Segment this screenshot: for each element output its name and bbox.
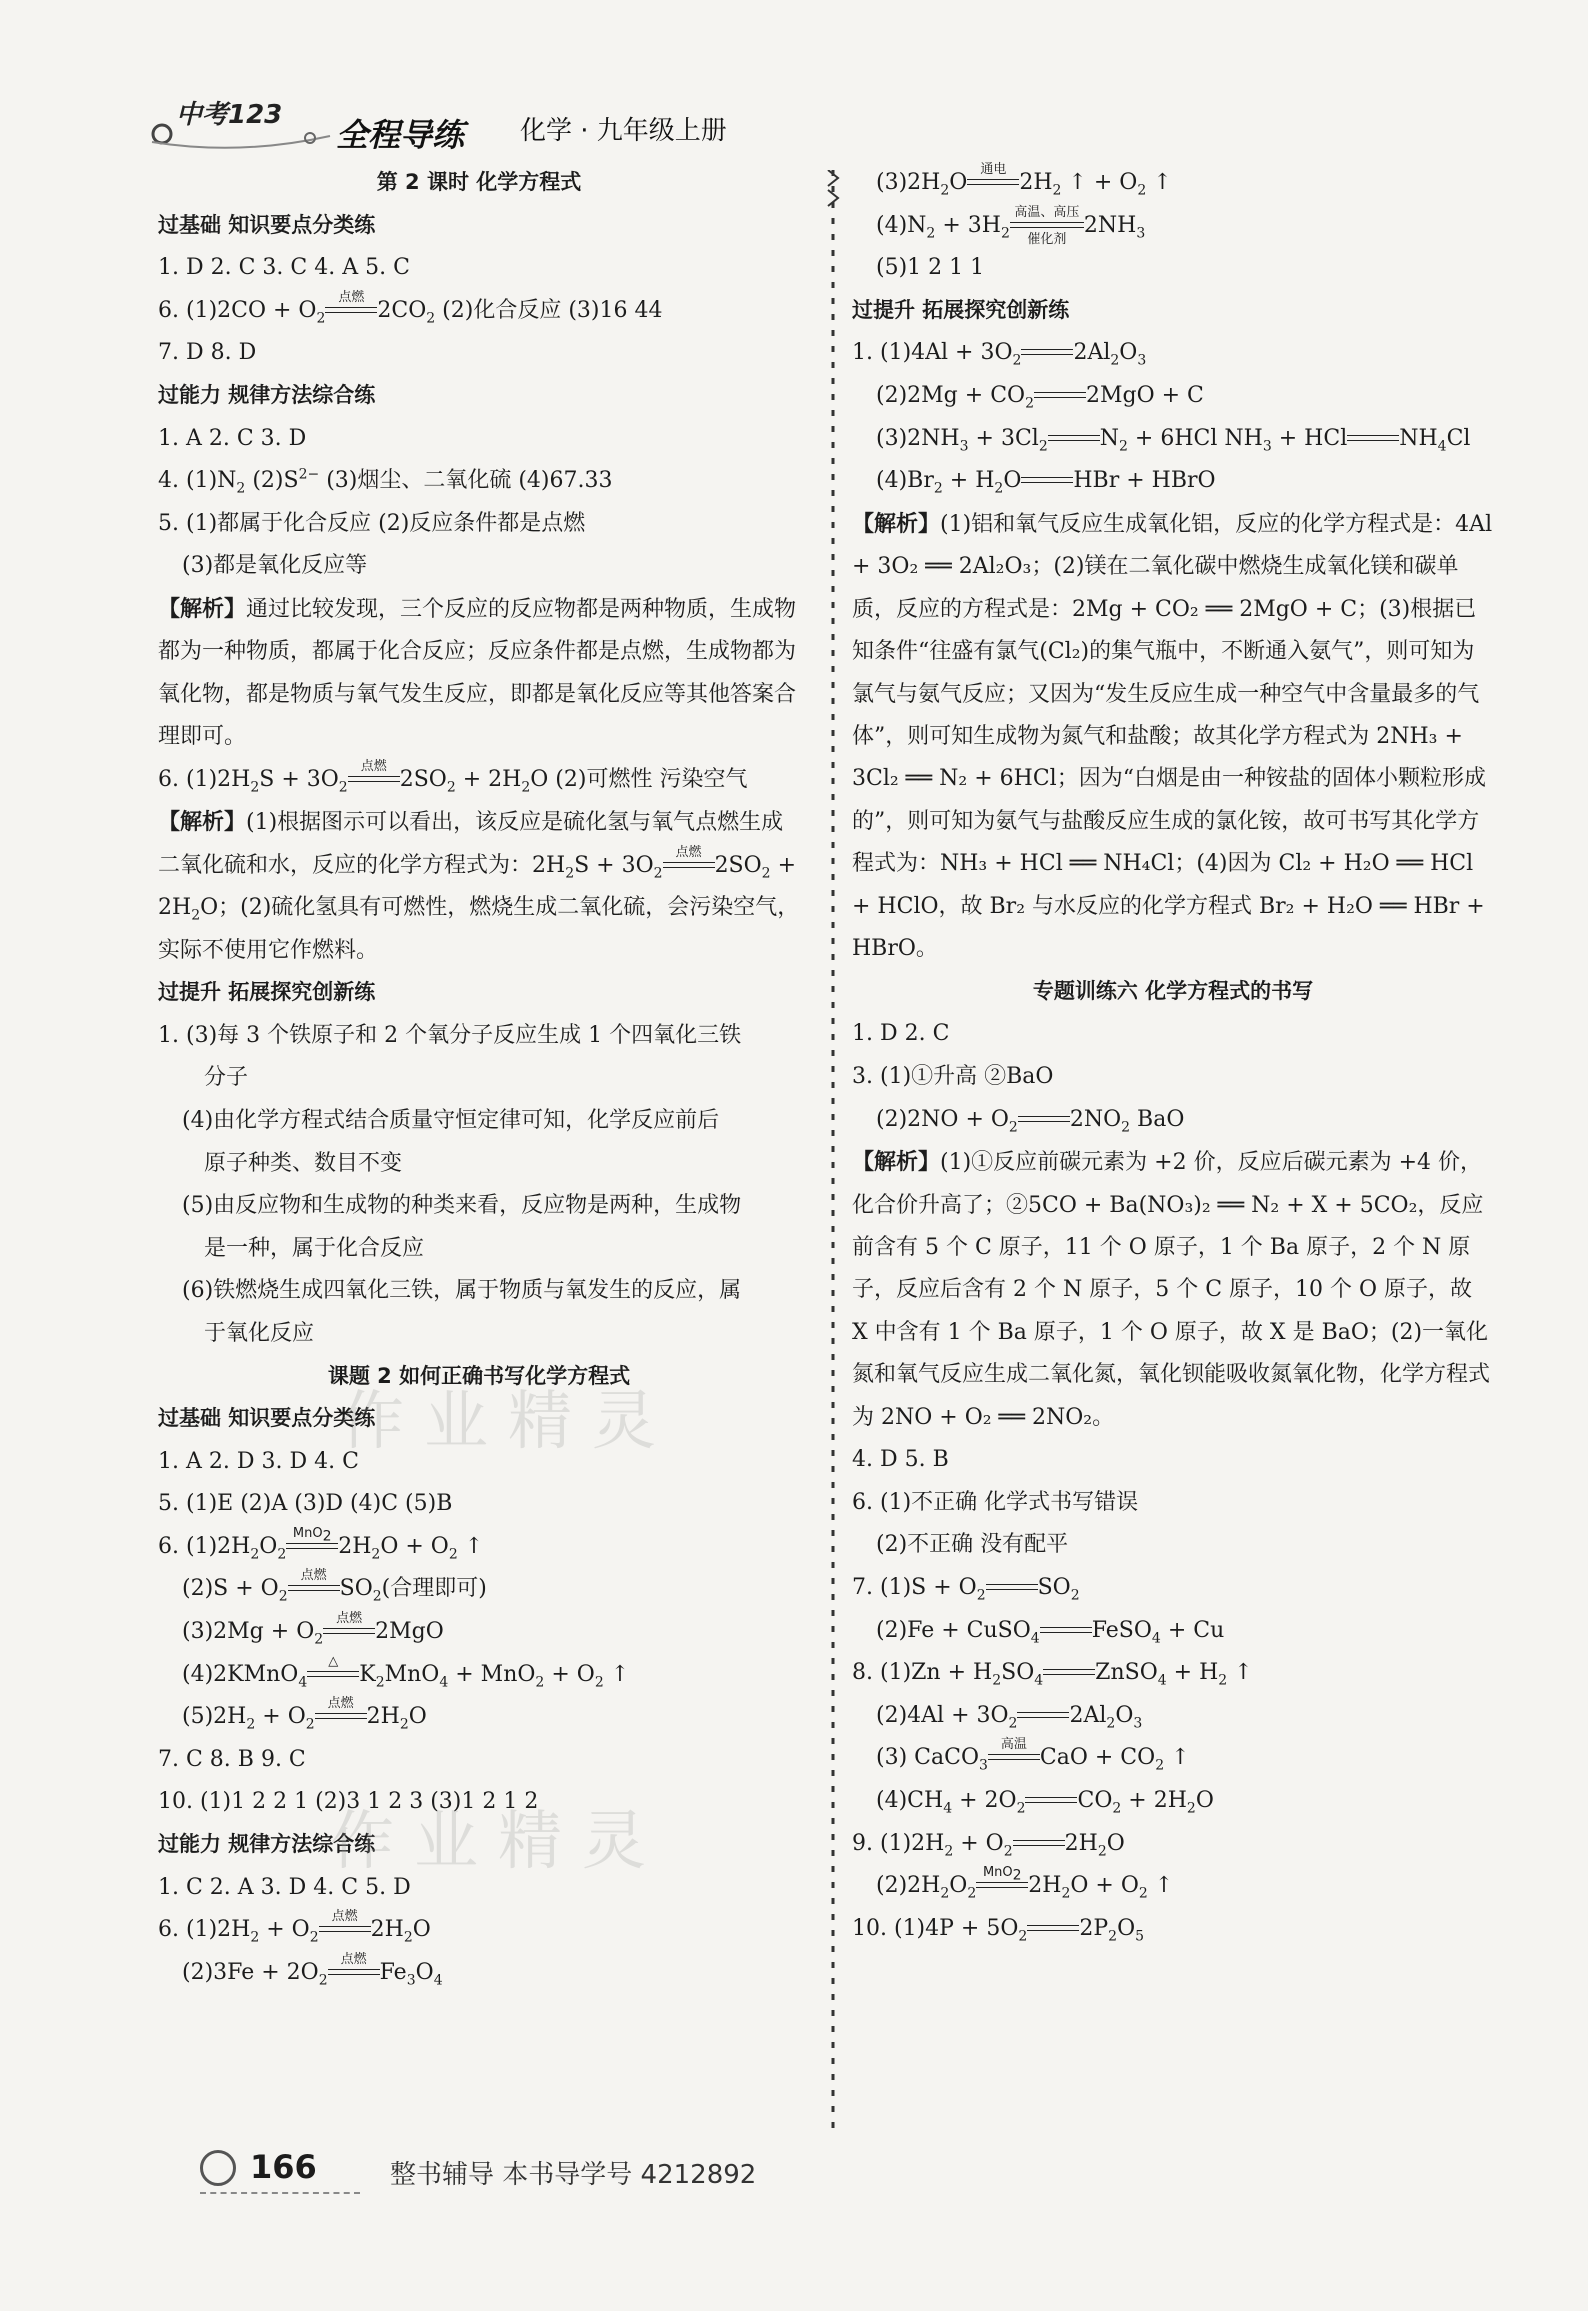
explanation: 【解析】(1)铝和氧气反应生成氧化铝，反应的化学方程式是：4Al + 3O₂ ══ 2Al₂O₃；(2)镁在二氧化碳中燃烧生成氧化镁和碳单质，反应的方程式是：2Mg + CO₂ ══ 2MgO + C；(3)根据已知条件“往盛有氯气(Cl₂)的集气瓶中，不断通入氨气”，则可知为氯气与氨气反应；又因为“发生反应生成一种空气中含量最多的气体”，则可知生成物为氮气和盐酸；故其化学方程式为 2NH₃ + 3Cl₂ ══ N₂ + 6HCl；因为“白烟是由一种铵盐的固体小颗粒形成的”，则可知为氨气与盐酸反应生成的氯化铵，故可书写其化学方程式为：NH₃ + HCl ══ NH₄Cl；(4)因为 Cl₂ + H₂O ══ HCl + HClO，故 Br₂ 与水反应的化学方程式 Br₂ + H₂O ══ HBr + HBrO。 [852, 510, 1493, 962]
answer-line: 1. D 2. C 3. C 4. A 5. C [158, 255, 410, 281]
answer-line: 6. (1)不正确 化学式书写错误 [852, 1489, 1139, 1515]
equation-line: 8. $(1)Zn + H_2SO_4$ ZnSO$_4$ + $H_2$ ↑ [852, 1660, 1253, 1689]
answer-line: 分子 [204, 1065, 249, 1091]
lesson-title: 专题训练六 化学方程式的书写 [1032, 978, 1314, 1003]
equation-line: (2)Fe + CuSO$_4$ FeSO$_4$ + Cu [876, 1617, 1225, 1647]
answer-line: 10. (1)1 2 2 1 (2)3 1 2 3 (3)1 2 1 2 [158, 1789, 539, 1815]
page-header [150, 92, 790, 156]
equation-line: 1. $(1)4Al + 3O_2$ $2Al_2O_3$ [852, 340, 1147, 369]
series-title: 全程导练 [336, 116, 465, 154]
answer-line: 7. D 8. D [158, 340, 257, 366]
equation-line: 6. $(1)2H_2 + O_2$ 点燃 $2H_2O$ [158, 1909, 431, 1946]
answer-line: 1. (3)每 3 个铁原子和 2 个氧分子反应生成 1 个四氧化三铁 [158, 1022, 742, 1048]
explanation: 【解析】(1)①反应前碳元素为 +2 价，反应后碳元素为 +4 价，化合价升高了；②5CO + Ba(NO₃)₂ ══ N₂ + X + 5CO₂，反应前含有 5 个 C 原子，11 个 O 原子，1 个 Ba 原子，2 个 N 原子，反应后含有 2 个 N 原子，5 个 C 原子，10 个 O 原子，故 X 中含有 1 个 Ba 原子，1 个 O 原子，故 X 是 BaO；(2)一氧化氮和氧气反应生成二氧化氮，氧化钡能吸收氮氧化物，化学方程式为 2NO + O₂ ══ 2NO₂。 [852, 1149, 1491, 1430]
answer-line: 4. D 5. B [852, 1447, 949, 1473]
answer-line: 1. A 2. C 3. D [158, 425, 307, 451]
answer-line: 1. A 2. D 3. D 4. C [158, 1448, 359, 1474]
column-divider [826, 170, 840, 2130]
equation-line: 10. $(1)4P + 5O_2$ $2P_2O_5$ [852, 1915, 1145, 1945]
equation-line: $(5)2H_2 + O_2$ 点燃 $2H_2O$ [182, 1696, 427, 1733]
section-heading: 过基础 知识要点分类练 [158, 1406, 376, 1431]
equation-line: 6. $(1)2H_2O_2$ MnO$_2$ $2H_2O + O_2$ ↑ [158, 1525, 484, 1563]
section-heading: 过能力 规律方法综合练 [158, 1832, 376, 1857]
section-heading: 过基础 知识要点分类练 [158, 212, 376, 237]
equation-line: $(3)2Mg + O_2$ 点燃 2MgO [182, 1611, 444, 1648]
explanation: 【解析】通过比较发现，三个反应的反应物都是两种物质，生成物都为一种物质，都属于化合反应；反应条件都是点燃，生成物都为氧化物，都是物质与氧气发生反应，即都是氧化反应等其他答案合理即可。 [158, 595, 797, 750]
equation-line: $(3)2H_2O$ 通电 $2H_2$ ↑ + $O_2$ ↑ [876, 162, 1172, 199]
equation-line: $(2)2NO + O_2$ $2NO_2$ BaO [876, 1106, 1185, 1135]
section-heading: 过提升 拓展探究创新练 [158, 980, 376, 1005]
lesson-title: 课题 2 如何正确书写化学方程式 [327, 1363, 631, 1388]
answer-line: 是一种，属于化合反应 [204, 1235, 425, 1261]
answer-line: 原子种类、数目不变 [204, 1150, 403, 1176]
answer-line: 7. C 8. B 9. C [158, 1746, 306, 1772]
equation-line: 7. $(1)S + O_2$ $SO_2$ [852, 1575, 1080, 1604]
lesson-title: 第 2 课时 化学方程式 [376, 170, 582, 194]
left-column [158, 162, 800, 1994]
answer-line: 5. (1)E (2)A (3)D (4)C (5)B [158, 1491, 453, 1517]
answer-line: (4)由化学方程式结合质量守恒定律可知，化学反应前后 [182, 1107, 720, 1133]
equation-line: $(3)2NH_3 + 3Cl_2$ $N_2 + 6HCl$ $NH_3$ + HCl $NH_4Cl$ [876, 425, 1471, 454]
answer-line: 4. $(1)N_2$ $(2)S^{2-}$ (3)烟尘、二氧化硫 (4)67.33 [158, 466, 613, 497]
answer-line: 5. (1)都属于化合反应 (2)反应条件都是点燃 [158, 510, 586, 536]
answer-line: (5)1 2 1 1 [876, 255, 985, 281]
answer-line: 6. $(1)2CO + O_2$ 点燃 $2CO_2$ (2)化合反应 (3)16 44 [158, 289, 663, 327]
equation-line: $(2)4Al + 3O_2$ $2Al_2O_3$ [876, 1702, 1143, 1732]
answer-line: (6)铁燃烧生成四氧化三铁，属于物质与氧发生的反应，属 [182, 1278, 742, 1304]
subject-title: 化学 · 九年级上册 [520, 116, 727, 146]
watermark: 作业精灵 [340, 1385, 676, 1459]
section-heading: 过提升 拓展探究创新练 [852, 297, 1070, 322]
answer-line: 6. $(1)2H_2S + 3O_2$ 点燃 $2SO_2 + 2H_2O$ (2)可燃性 污染空气 [158, 758, 748, 796]
page-number: 166 [250, 2148, 317, 2186]
right-column [852, 162, 1494, 1950]
equation-line: $(4)Br_2 + H_2O$ HBr + HBrO [876, 468, 1216, 497]
equation-line: $(4)CH_4 + 2O_2$ $CO_2 + 2H_2O$ [876, 1788, 1214, 1817]
watermark: 作业精灵 [330, 1805, 666, 1879]
answer-line: (3)都是氧化反应等 [182, 553, 368, 579]
page-footer [200, 2148, 900, 2198]
equation-line: (3) CaCO$_3$ 高温 CaO + $CO_2$ ↑ [876, 1737, 1190, 1774]
answer-line: (2)不正确 没有配平 [876, 1532, 1069, 1558]
page-ring-icon [200, 2150, 236, 2186]
equation-line: $(4)N_2 + 3H_2$ 高温、高压 催化剂 $2NH_3$ [876, 204, 1146, 247]
equation-line: $(2)2Mg + CO_2$ 2MgO + C [876, 382, 1204, 412]
footer-dash [200, 2192, 360, 2194]
equation-line: $(2)3Fe + 2O_2$ 点燃 $Fe_3O_4$ [182, 1951, 443, 1989]
equation-line: $(2)S + O_2$ 点燃 $SO_2$(合理即可) [182, 1568, 487, 1605]
equation-line: $(2)2H_2O_2$ MnO$_2$ $2H_2O + O_2$ ↑ [876, 1865, 1174, 1902]
answer-line: 3. (1)①升高 ②BaO [852, 1063, 1054, 1089]
equation-line: 9. $(1)2H_2 + O_2$ $2H_2O$ [852, 1830, 1125, 1860]
section-heading: 过能力 规律方法综合练 [158, 382, 376, 407]
equation-line: (4)2KMnO$_4$ △ $K_2MnO_4 + MnO_2 + O_2$ ↑ [182, 1653, 630, 1691]
explanation: 【解析】(1)根据图示可以看出，该反应是硫化氢与氧气点燃生成二氧化硫和水，反应的化学方程式为：$2H_2S + 3O_2$ 点燃 $2SO_2 + 2H_2O$；(2)硫化氢具有可燃性，燃烧生成二氧化硫，会污染空气，实际不使用它作燃料。 [158, 809, 800, 963]
brand-logo: 中考123 [176, 100, 283, 130]
answer-line: 于氧化反应 [204, 1320, 315, 1346]
answer-line: 1. C 2. A 3. D 4. C 5. D [158, 1874, 411, 1900]
answer-line: (5)由反应物和生成物的种类来看，反应物是两种，生成物 [182, 1193, 742, 1219]
answer-line: 1. D 2. C [852, 1021, 950, 1047]
footer-text: 整书辅导 本书导学号 4212892 [390, 2160, 757, 2190]
